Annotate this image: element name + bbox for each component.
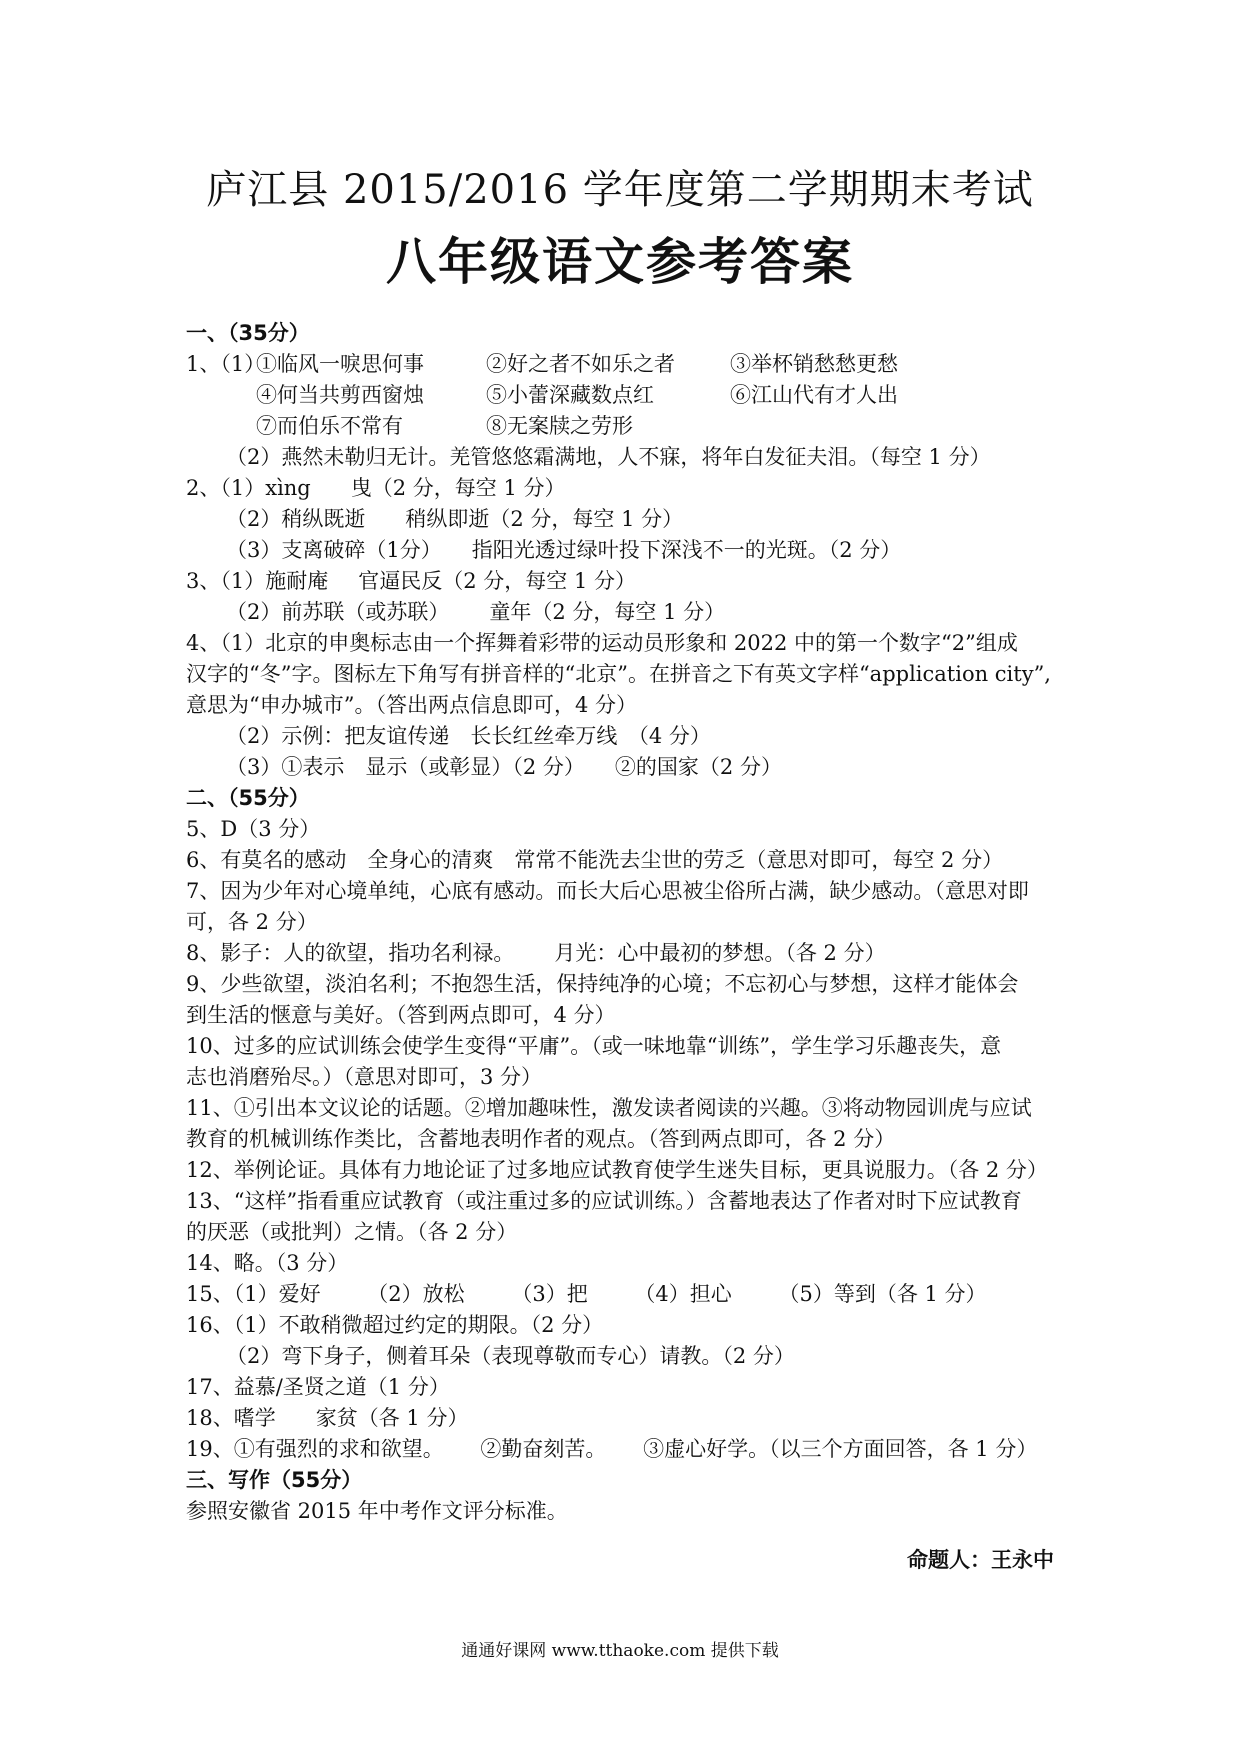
- q11-line-1: 11、①引出本文议论的话题。②增加趣味性，激发读者阅读的兴趣。③将动物园训虎与应试: [186, 1096, 1032, 1120]
- q4-line-1: 4、（1）北京的申奥标志由一个挥舞着彩带的运动员形象和 2022 中的第一个数字“2”组成: [186, 631, 1018, 655]
- q19-answer: 19、①有强烈的求和欲望。 ②勤奋刻苦。 ③虚心好学。（以三个方面回答，各 1 分）: [186, 1437, 1038, 1461]
- q1-answer-6: ⑥江山代有才人出: [730, 383, 898, 407]
- q14-answer: 14、略。（3 分）: [186, 1251, 349, 1275]
- author-credit: 命题人：王永中: [907, 1548, 1054, 1572]
- q5-answer: 5、D（3 分）: [186, 817, 321, 841]
- q10-line-1: 10、过多的应试训练会使学生变得“平庸”。（或一味地靠“训练”，学生学习乐趣丧失，意: [186, 1034, 1002, 1058]
- q16-part-1: 16、（1）不敢稍微超过约定的期限。（2 分）: [186, 1313, 604, 1337]
- q11-line-2: 教育的机械训练作类比，含蓄地表明作者的观点。（答到两点即可，各 2 分）: [186, 1127, 896, 1151]
- q1-label: 1、（1）: [186, 352, 266, 376]
- q1-answer-5: ⑤小蕾深藏数点红: [486, 383, 654, 407]
- section-heading-1: 一、（35分）: [186, 321, 310, 345]
- page-title: 八年级语文参考答案: [386, 233, 854, 291]
- q3-part-2: （2）前苏联（或苏联） 童年（2 分，每空 1 分）: [226, 600, 726, 624]
- q7-line-2: 可，各 2 分）: [186, 910, 318, 934]
- essay-note: 参照安徽省 2015 年中考作文评分标准。: [186, 1499, 568, 1523]
- q7-line-1: 7、因为少年对心境单纯，心底有感动。而长大后心思被尘俗所占满，缺少感动。（意思对即: [186, 879, 1029, 903]
- q4-part-3: （3）①表示 显示（或彰显）（2 分） ②的国家（2 分）: [226, 755, 782, 779]
- q16-part-2: （2）弯下身子，侧着耳朵（表现尊敬而专心）请教。（2 分）: [226, 1344, 795, 1368]
- q15-answer: 15、（1）爱好 （2）放松 （3）把 （4）担心 （5）等到（各 1 分）: [186, 1282, 987, 1306]
- q13-line-2: 的厌恶（或批判）之情。（各 2 分）: [186, 1220, 518, 1244]
- q13-line-1: 13、“这样”指看重应试教育（或注重过多的应试训练。）含蓄地表达了作者对时下应试教育: [186, 1189, 1022, 1213]
- q10-line-2: 志也消磨殆尽。）（意思对即可，3 分）: [186, 1065, 543, 1089]
- q1-answer-4: ④何当共剪西窗烛: [256, 383, 424, 407]
- q8-answer: 8、影子：人的欲望，指功名利禄。 月光：心中最初的梦想。（各 2 分）: [186, 941, 886, 965]
- answer-row-q1-3: [186, 411, 1056, 442]
- answer-row-q1-2: [186, 380, 1056, 411]
- q1-answer-3: ③举杯销愁愁更愁: [730, 352, 898, 376]
- q4-line-2: 汉字的“冬”字。图标左下角写有拼音样的“北京”。在拼音之下有英文字样“application city”,: [186, 662, 1051, 686]
- q1-answer-8: ⑧无案牍之劳形: [486, 414, 633, 438]
- q9-line-2: 到生活的惬意与美好。（答到两点即可，4 分）: [186, 1003, 616, 1027]
- q1-answer-2: ②好之者不如乐之者: [486, 352, 675, 376]
- answer-row-q1-1: [186, 349, 1056, 380]
- q17-answer: 17、益慕/圣贤之道（1 分）: [186, 1375, 450, 1399]
- q2-part-3: （3）支离破碎（1分） 指阳光透过绿叶投下深浅不一的光斑。（2 分）: [226, 538, 902, 562]
- q12-answer: 12、举例论证。具体有力地论证了过多地应试教育使学生迷失目标，更具说服力。（各 2 分）: [186, 1158, 1048, 1182]
- q9-line-1: 9、少些欲望，淡泊名利；不抱怨生活，保持纯净的心境；不忘初心与梦想，这样才能体会: [186, 972, 1019, 996]
- answer-body: [186, 318, 1056, 1527]
- section-heading-2: 二、（55分）: [186, 786, 310, 810]
- q18-answer: 18、嗜学 家贫（各 1 分）: [186, 1406, 469, 1430]
- q2-part-2: （2）稍纵既逝 稍纵即逝（2 分，每空 1 分）: [226, 507, 684, 531]
- footer-note: 通通好课网 www.tthaoke.com 提供下载: [461, 1641, 779, 1661]
- q2-part-1: 2、（1）xìng 曳（2 分，每空 1 分）: [186, 476, 566, 500]
- q3-part-1: 3、（1）施耐庵 官逼民反（2 分，每空 1 分）: [186, 569, 636, 593]
- q4-line-3: 意思为“申办城市”。（答出两点信息即可，4 分）: [186, 693, 638, 717]
- exam-title: 庐江县 2015/2016 学年度第二学期期末考试: [206, 167, 1034, 213]
- q4-part-2: （2）示例：把友谊传递 长长红丝牵万线 （4 分）: [226, 724, 711, 748]
- q1-answer-7: ⑦而伯乐不常有: [256, 414, 403, 438]
- section-heading-3: 三、写作（55分）: [186, 1468, 363, 1492]
- q6-answer: 6、有莫名的感动 全身心的清爽 常常不能洗去尘世的劳乏（意思对即可，每空 2 分）: [186, 848, 1004, 872]
- q1-part-2: （2）燕然未勒归无计。羌管悠悠霜满地，人不寐，将年白发征夫泪。（每空 1 分）: [226, 445, 991, 469]
- q1-answer-1: ①临风一唳思何事: [256, 352, 424, 376]
